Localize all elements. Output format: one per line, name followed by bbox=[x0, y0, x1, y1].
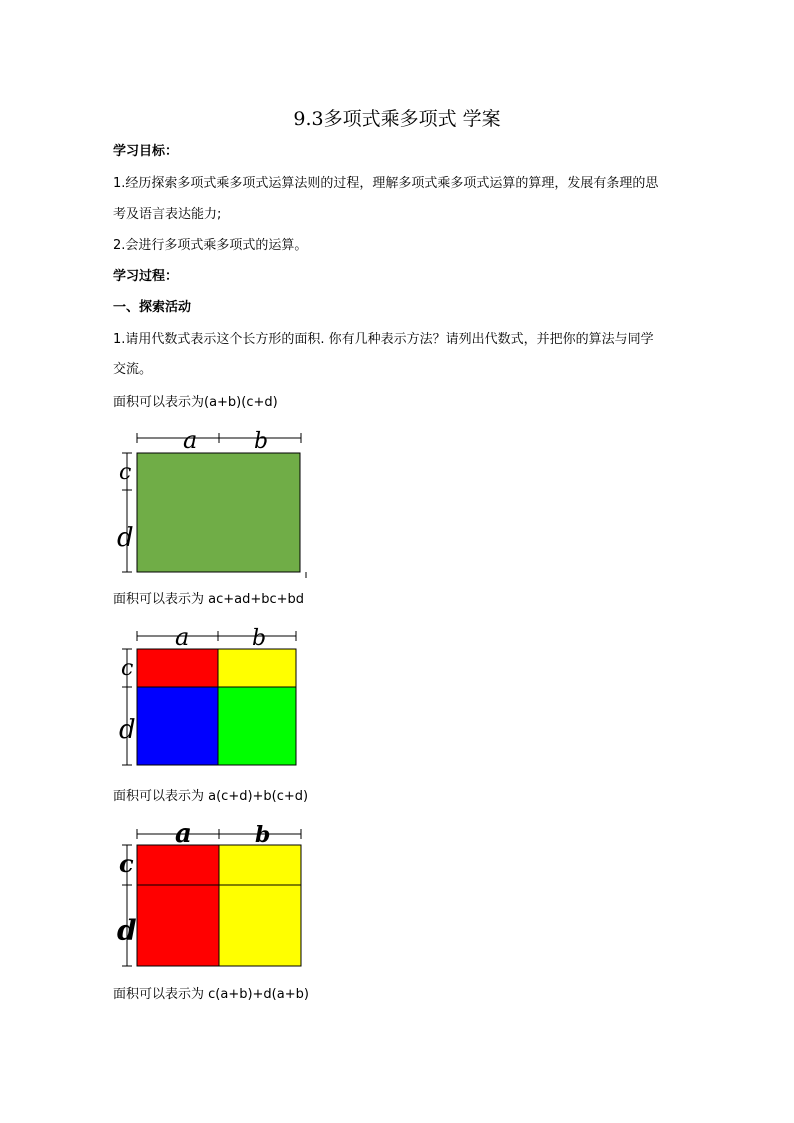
figure-2-diagram bbox=[113, 626, 313, 771]
region-bd bbox=[218, 687, 296, 765]
figure-1-diagram bbox=[113, 428, 313, 578]
goal-1-line-2: 考及语言表达能力; bbox=[113, 207, 222, 222]
figure-3-diagram bbox=[113, 822, 313, 972]
goal-1-line-1: 1.经历探索多项式乘多项式运算法则的过程，理解多项式乘多项式运算的算理，发展有条理的思 bbox=[113, 176, 659, 191]
task-1-line-2: 交流。 bbox=[113, 362, 153, 377]
label-c: c bbox=[121, 656, 134, 681]
goal-2: 2.会进行多项式乘多项式的运算。 bbox=[113, 238, 308, 253]
label-b: b bbox=[255, 822, 271, 848]
region-a-column bbox=[137, 845, 219, 966]
page-title: 9.3多项式乘多项式 学案 bbox=[293, 108, 501, 130]
label-a: a bbox=[175, 626, 190, 651]
figure-1-rect bbox=[137, 453, 300, 572]
label-d: d bbox=[117, 914, 137, 947]
section-1-heading: 一、探索活动 bbox=[113, 300, 192, 315]
region-b-column bbox=[219, 845, 301, 966]
label-c: c bbox=[119, 849, 134, 878]
task-1-line-1: 1.请用代数式表示这个长方形的面积. 你有几种表示方法？请列出代数式，并把你的算法与同学 bbox=[113, 332, 654, 347]
label-d: d bbox=[117, 523, 134, 553]
goals-heading: 学习目标： bbox=[113, 144, 179, 159]
figure-3-caption: 面积可以表示为 a(c+d)+b(c+d) bbox=[113, 789, 309, 804]
label-c: c bbox=[119, 460, 132, 485]
process-heading: 学习过程： bbox=[113, 269, 179, 284]
label-b: b bbox=[252, 626, 267, 651]
label-a: a bbox=[183, 428, 198, 454]
region-ad bbox=[137, 687, 218, 765]
figure-4-caption: 面积可以表示为 c(a+b)+d(a+b) bbox=[113, 987, 309, 1002]
figure-2-caption: 面积可以表示为 ac+ad+bc+bd bbox=[113, 592, 305, 607]
region-bc bbox=[218, 649, 296, 687]
label-d: d bbox=[119, 715, 136, 745]
figure-1-caption: 面积可以表示为(a+b)(c+d) bbox=[113, 395, 278, 410]
label-a: a bbox=[175, 822, 192, 849]
label-b: b bbox=[254, 429, 269, 454]
region-ac bbox=[137, 649, 218, 687]
